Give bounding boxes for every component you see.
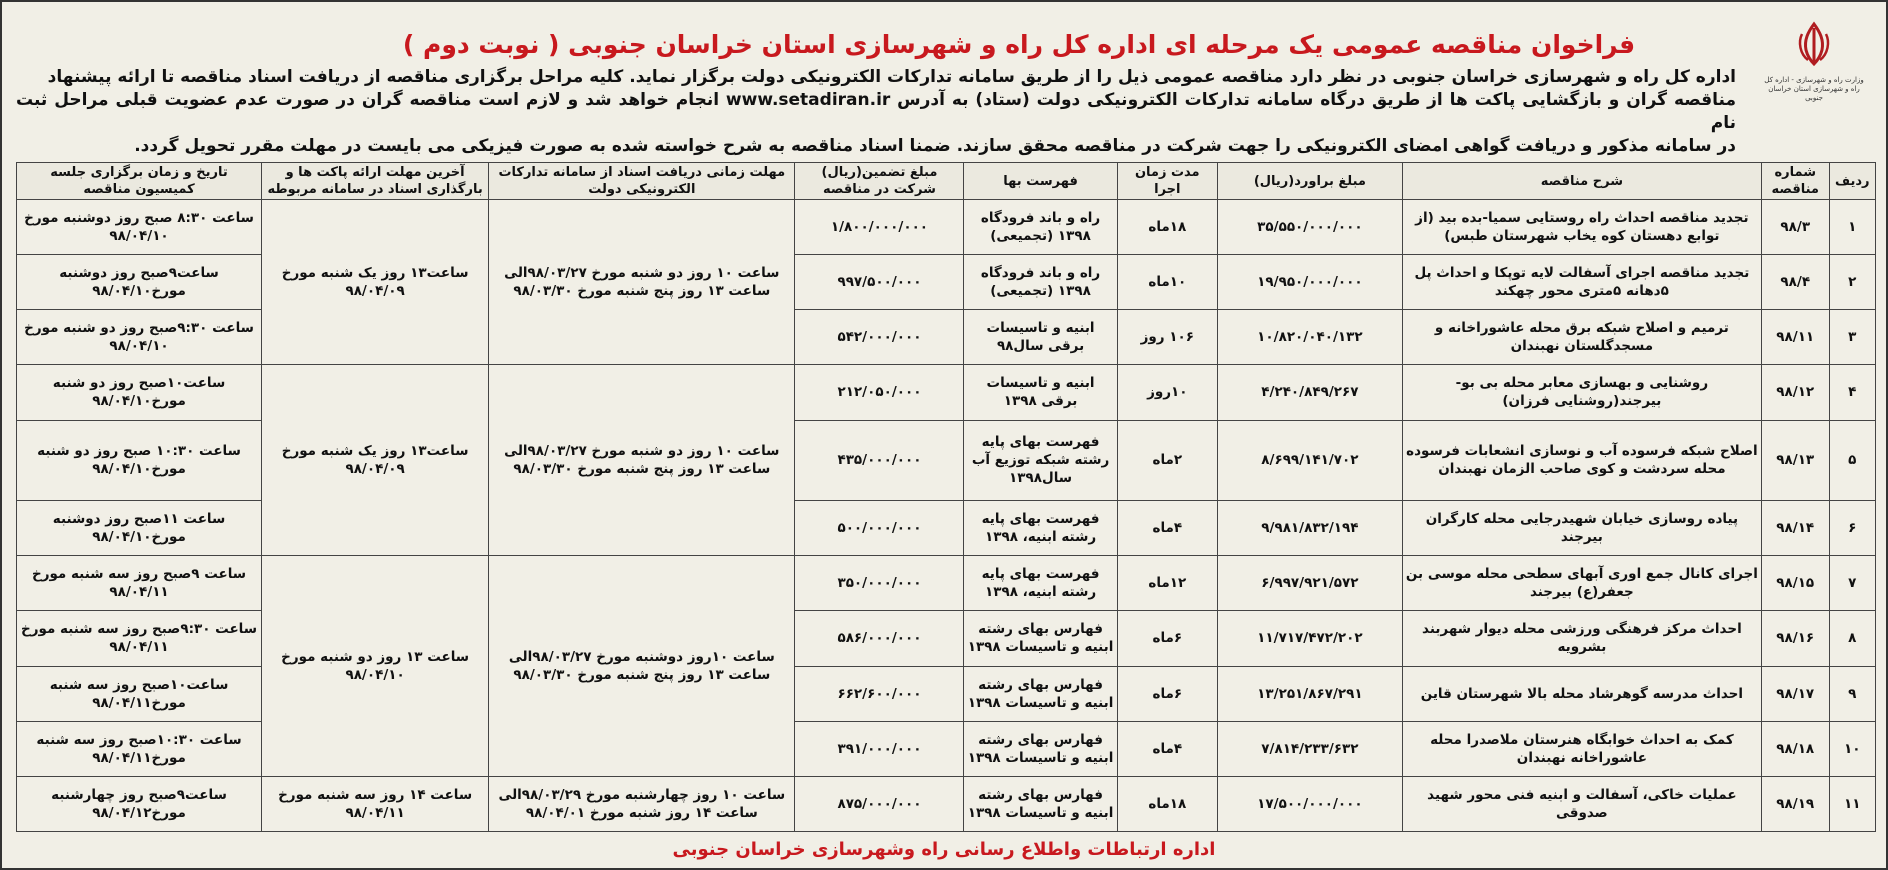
cell-guarantee: ۳۹۱/۰۰۰/۰۰۰ — [795, 721, 964, 776]
cell-pricelist: فهارس بهای رشته ابنیه و تاسیسات ۱۳۹۸ — [964, 721, 1117, 776]
cell-session: ساعت ۹صبح روز سه شنبه مورخ ۹۸/۰۴/۱۱ — [17, 556, 262, 611]
cell-row: ۵ — [1829, 420, 1875, 501]
cell-row: ۳ — [1829, 310, 1875, 365]
header-duration: مدت زمان اجرا — [1117, 163, 1217, 200]
cell-number: ۹۸/۳ — [1761, 200, 1829, 255]
footer-org: اداره ارتباطات واطلاع رسانی راه وشهرسازی خراسان جنوبی — [672, 839, 1216, 860]
cell-estimate: ۱۹/۹۵۰/۰۰۰/۰۰۰ — [1217, 255, 1402, 310]
cell-estimate: ۴/۲۴۰/۸۴۹/۲۶۷ — [1217, 365, 1402, 420]
cell-description: اصلاح شبکه فرسوده آب و نوسازی انشعابات فرسوده محله سردشت و کوی صاحب الزمان نهبندان — [1402, 420, 1761, 501]
cell-duration: ۱۰۶ روز — [1117, 310, 1217, 365]
notice-title: فراخوان مناقصه عمومی یک مرحله ای اداره کل راه و شهرسازی استان خراسان جنوبی ( نوبت دوم ) — [402, 30, 1636, 59]
cell-description: عملیات خاکی، آسفالت و ابنیه فنی محور شهید صدوقی — [1402, 776, 1761, 831]
cell-receive-deadline: ساعت ۱۰ روز دو شنبه مورخ ۹۸/۰۳/۲۷الی ساعت ۱۳ روز پنج شنبه مورخ ۹۸/۰۳/۳۰ — [489, 200, 795, 365]
cell-guarantee: ۵۸۶/۰۰۰/۰۰۰ — [795, 611, 964, 666]
cell-guarantee: ۶۶۲/۶۰۰/۰۰۰ — [795, 666, 964, 721]
cell-number: ۹۸/۱۶ — [1761, 611, 1829, 666]
cell-number: ۹۸/۱۴ — [1761, 501, 1829, 556]
table-row — [17, 776, 1876, 831]
cell-number: ۹۸/۴ — [1761, 255, 1829, 310]
ministry-logo — [1764, 20, 1864, 130]
cell-pricelist: فهارس بهای رشته ابنیه و تاسیسات ۱۳۹۸ — [964, 611, 1117, 666]
cell-number: ۹۸/۱۳ — [1761, 420, 1829, 501]
cell-submit-deadline: ساعت ۱۳ روز دو شنبه مورخ ۹۸/۰۴/۱۰ — [262, 556, 489, 777]
logo-org-text: وزارت راه و شهرسازی - اداره کل راه و شهرسازی استان خراسان جنوبی — [1764, 76, 1864, 102]
cell-pricelist: فهرست بهای پایه رشته ابنیه، ۱۳۹۸ — [964, 556, 1117, 611]
cell-estimate: ۱۱/۷۱۷/۴۷۲/۲۰۲ — [1217, 611, 1402, 666]
cell-duration: ۴ماه — [1117, 721, 1217, 776]
cell-guarantee: ۵۴۲/۰۰۰/۰۰۰ — [795, 310, 964, 365]
cell-session: ساعت ۹:۳۰صبح روز سه شنبه مورخ ۹۸/۰۴/۱۱ — [17, 611, 262, 666]
iran-emblem-icon — [1794, 20, 1834, 68]
cell-receive-deadline: ساعت ۱۰روز دوشنبه مورخ ۹۸/۰۳/۲۷الی ساعت ۱۳ روز پنج شنبه مورخ ۹۸/۰۳/۳۰ — [489, 556, 795, 777]
header-pricelist: فهرست بها — [964, 163, 1117, 200]
intro-line: در سامانه مذکور و دریافت گواهی امضای الکترونیکی را جهت شرکت در مناقصه محقق سازند. ضمنا اسناد مناقصه به شرح خواسته شده به صورت فیزیکی می بایست در مهلت مقرر تحویل گردد. — [134, 136, 1736, 156]
cell-duration: ۶ماه — [1117, 666, 1217, 721]
tender-table — [16, 162, 1876, 832]
cell-description: احداث مرکز فرهنگی ورزشی محله دیوار شهربند بشرویه — [1402, 611, 1761, 666]
cell-pricelist: فهرست بهای پایه رشته ابنیه، ۱۳۹۸ — [964, 501, 1117, 556]
cell-guarantee: ۴۳۵/۰۰۰/۰۰۰ — [795, 420, 964, 501]
cell-estimate: ۸/۶۹۹/۱۴۱/۷۰۲ — [1217, 420, 1402, 501]
cell-row: ۹ — [1829, 666, 1875, 721]
cell-row: ۲ — [1829, 255, 1875, 310]
intro-line: مناقصه گران و بازگشایی پاکت ها از طریق درگاه سامانه تدارکات الکترونیکی دولت (ستاد) به آدرس www.setadiran.ir انجام خواهد شد و لازم است مناقصه گران در صورت عدم عضویت قبلی مراحل ثبت نام — [16, 90, 1736, 133]
cell-session: ساعت۹صبح روز دوشنبه مورخ۹۸/۰۴/۱۰ — [17, 255, 262, 310]
cell-description: کمک به احداث خوابگاه هنرستان ملاصدرا محله عاشوراخانه نهبندان — [1402, 721, 1761, 776]
cell-description: ترمیم و اصلاح شبکه برق محله عاشوراخانه و مسجدگلستان نهبندان — [1402, 310, 1761, 365]
cell-duration: ۲ماه — [1117, 420, 1217, 501]
cell-number: ۹۸/۱۲ — [1761, 365, 1829, 420]
cell-duration: ۱۸ماه — [1117, 200, 1217, 255]
header-guarantee: مبلغ تضمین(ریال) شرکت در مناقصه — [795, 163, 964, 200]
cell-duration: ۱۰روز — [1117, 365, 1217, 420]
cell-session: ساعت ۱۰:۳۰ صبح روز دو شنبه مورخ۹۸/۰۴/۱۰ — [17, 420, 262, 501]
cell-pricelist: راه و باند فرودگاه ۱۳۹۸ (تجمیعی) — [964, 200, 1117, 255]
cell-row: ۴ — [1829, 365, 1875, 420]
cell-receive-deadline: ساعت ۱۰ روز دو شنبه مورخ ۹۸/۰۳/۲۷الی ساعت ۱۳ روز پنج شنبه مورخ ۹۸/۰۳/۳۰ — [489, 365, 795, 556]
cell-guarantee: ۱/۸۰۰/۰۰۰/۰۰۰ — [795, 200, 964, 255]
cell-estimate: ۶/۹۹۷/۹۲۱/۵۷۲ — [1217, 556, 1402, 611]
cell-description: پیاده روسازی خیابان شهیدرجایی محله کارگران بیرجند — [1402, 501, 1761, 556]
cell-session: ساعت۱۰صبح روز سه شنبه مورخ۹۸/۰۴/۱۱ — [17, 666, 262, 721]
cell-session: ساعت۹صبح روز چهارشنبه مورخ۹۸/۰۴/۱۲ — [17, 776, 262, 831]
cell-pricelist: فهارس بهای رشته ابنیه و تاسیسات ۱۳۹۸ — [964, 776, 1117, 831]
cell-description: تجدید مناقصه اجرای آسفالت لایه توپکا و احداث پل ۵دهانه ۵متری محور چهکند — [1402, 255, 1761, 310]
cell-row: ۷ — [1829, 556, 1875, 611]
cell-row: ۱۰ — [1829, 721, 1875, 776]
cell-pricelist: ابنیه و تاسیسات برقی سال۹۸ — [964, 310, 1117, 365]
cell-guarantee: ۸۷۵/۰۰۰/۰۰۰ — [795, 776, 964, 831]
cell-session: ساعت ۹:۳۰صبح روز دو شنبه مورخ ۹۸/۰۴/۱۰ — [17, 310, 262, 365]
table-row — [17, 365, 1876, 420]
cell-row: ۸ — [1829, 611, 1875, 666]
cell-number: ۹۸/۱۹ — [1761, 776, 1829, 831]
table-row — [17, 200, 1876, 255]
intro-line: اداره کل راه و شهرسازی خراسان جنوبی در نظر دارد مناقصه عمومی ذیل را از طریق سامانه تدارکات الکترونیکی دولت برگزار نماید. کلیه مراحل برگزاری مناقصه از دریافت اسناد مناقصه تا ارائه پیشنهاد — [47, 67, 1736, 87]
cell-number: ۹۸/۱۸ — [1761, 721, 1829, 776]
cell-receive-deadline: ساعت ۱۰ روز چهارشنبه مورخ ۹۸/۰۳/۲۹الی ساعت ۱۴ روز شنبه مورخ ۹۸/۰۴/۰۱ — [489, 776, 795, 831]
cell-estimate: ۱۰/۸۲۰/۰۴۰/۱۳۲ — [1217, 310, 1402, 365]
cell-row: ۱۱ — [1829, 776, 1875, 831]
header-receive-deadline: مهلت زمانی دریافت اسناد از سامانه تدارکات الکترونیکی دولت — [489, 163, 795, 200]
cell-estimate: ۷/۸۱۴/۲۳۳/۶۳۲ — [1217, 721, 1402, 776]
cell-pricelist: فهارس بهای رشته ابنیه و تاسیسات ۱۳۹۸ — [964, 666, 1117, 721]
cell-number: ۹۸/۱۷ — [1761, 666, 1829, 721]
cell-pricelist: راه و باند فرودگاه ۱۳۹۸ (تجمیعی) — [964, 255, 1117, 310]
intro-paragraph — [16, 66, 1736, 158]
cell-duration: ۶ماه — [1117, 611, 1217, 666]
cell-duration: ۱۲ماه — [1117, 556, 1217, 611]
cell-pricelist: ابنیه و تاسیسات برقی ۱۳۹۸ — [964, 365, 1117, 420]
cell-session: ساعت۱۰صبح روز دو شنبه مورخ۹۸/۰۴/۱۰ — [17, 365, 262, 420]
cell-row: ۶ — [1829, 501, 1875, 556]
cell-number: ۹۸/۱۱ — [1761, 310, 1829, 365]
cell-estimate: ۳۵/۵۵۰/۰۰۰/۰۰۰ — [1217, 200, 1402, 255]
cell-number: ۹۸/۱۵ — [1761, 556, 1829, 611]
cell-guarantee: ۲۱۲/۰۵۰/۰۰۰ — [795, 365, 964, 420]
cell-estimate: ۹/۹۸۱/۸۳۲/۱۹۴ — [1217, 501, 1402, 556]
header-estimate: مبلغ براورد(ریال) — [1217, 163, 1402, 200]
cell-submit-deadline: ساعت ۱۴ روز سه شنبه مورخ ۹۸/۰۴/۱۱ — [262, 776, 489, 831]
cell-submit-deadline: ساعت۱۳ روز یک شنبه مورخ ۹۸/۰۴/۰۹ — [262, 200, 489, 365]
cell-guarantee: ۵۰۰/۰۰۰/۰۰۰ — [795, 501, 964, 556]
cell-estimate: ۱۷/۵۰۰/۰۰۰/۰۰۰ — [1217, 776, 1402, 831]
cell-description: احداث مدرسه گوهرشاد محله بالا شهرستان قاین — [1402, 666, 1761, 721]
cell-estimate: ۱۳/۲۵۱/۸۶۷/۲۹۱ — [1217, 666, 1402, 721]
cell-description: تجدید مناقصه احداث راه روستایی سمیا-بده بید (از توابع دهستان کوه یخاب شهرستان طبس) — [1402, 200, 1761, 255]
table-row — [17, 556, 1876, 611]
cell-description: روشنایی و بهسازی معابر محله بی بو-بیرجند(روشنایی فرزان) — [1402, 365, 1761, 420]
cell-submit-deadline: ساعت۱۳ روز یک شنبه مورخ ۹۸/۰۴/۰۹ — [262, 365, 489, 556]
cell-guarantee: ۳۵۰/۰۰۰/۰۰۰ — [795, 556, 964, 611]
cell-duration: ۴ماه — [1117, 501, 1217, 556]
cell-session: ساعت ۱۱صبح روز دوشنبه مورخ۹۸/۰۴/۱۰ — [17, 501, 262, 556]
cell-session: ساعت ۸:۳۰ صبح روز دوشنبه مورخ ۹۸/۰۴/۱۰ — [17, 200, 262, 255]
header-tender-number: شماره مناقصه — [1761, 163, 1829, 200]
cell-row: ۱ — [1829, 200, 1875, 255]
cell-duration: ۱۰ماه — [1117, 255, 1217, 310]
cell-guarantee: ۹۹۷/۵۰۰/۰۰۰ — [795, 255, 964, 310]
header-description: شرح مناقصه — [1402, 163, 1761, 200]
header-row-number: ردیف — [1829, 163, 1875, 200]
cell-session: ساعت ۱۰:۳۰صبح روز سه شنبه مورخ۹۸/۰۴/۱۱ — [17, 721, 262, 776]
cell-description: اجرای کانال جمع اوری آبهای سطحی محله موسی بن جعفر(ع) بیرجند — [1402, 556, 1761, 611]
cell-pricelist: فهرست بهای پایه رشته شبکه توزیع آب سال۱۳۹۸ — [964, 420, 1117, 501]
cell-duration: ۱۸ماه — [1117, 776, 1217, 831]
header-session-date: تاریخ و زمان برگزاری جلسه کمیسیون مناقصه — [17, 163, 262, 200]
table-header-row — [17, 163, 1876, 200]
header-submit-deadline: آخرین مهلت ارائه پاکت ها و بارگذاری اسناد در سامانه مربوطه — [262, 163, 489, 200]
